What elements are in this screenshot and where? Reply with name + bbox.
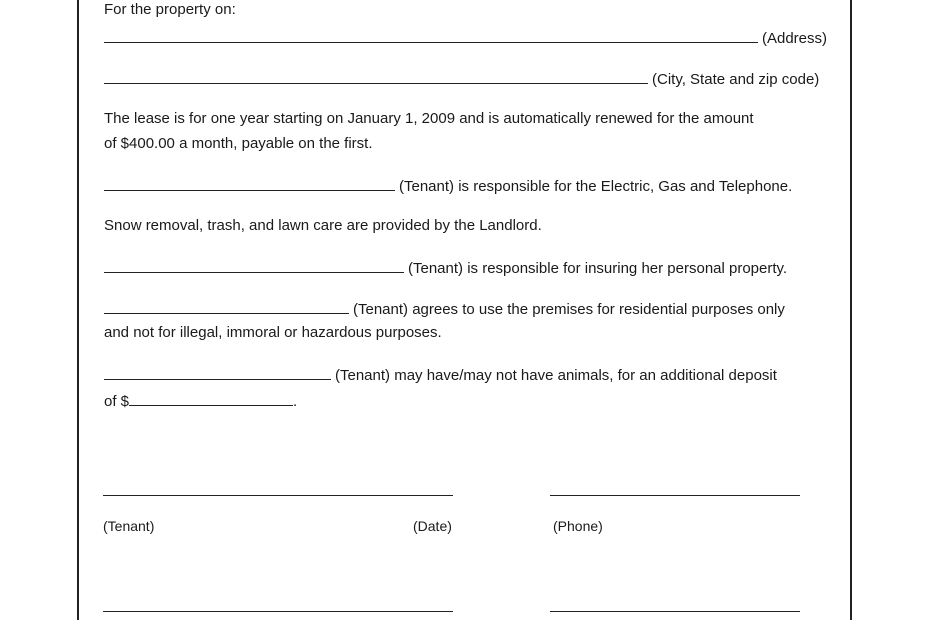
animals-tenant-blank[interactable] <box>104 365 331 380</box>
city-label: (City, State and zip code) <box>652 71 820 88</box>
city-line <box>104 69 819 89</box>
intro-text: For the property on: <box>104 1 236 18</box>
services-text: Snow removal, trash, and lawn care are provided by the Landlord. <box>104 217 542 234</box>
animals-text-1: (Tenant) may have/may not have animals, for an additional deposit <box>335 367 777 384</box>
date-label: (Date) <box>413 518 452 534</box>
utilities-text: (Tenant) is responsible for the Electric, Gas and Telephone. <box>399 178 793 195</box>
use-text-1: (Tenant) agrees to use the premises for residential purposes only <box>353 301 785 318</box>
utilities-line <box>104 176 792 196</box>
city-blank[interactable] <box>104 69 648 84</box>
insurance-line <box>104 258 787 278</box>
phone-line[interactable] <box>550 495 800 496</box>
lease-text-1: The lease is for one year starting on January 1, 2009 and is automatically renewed for the amount <box>104 110 754 127</box>
second-signature-line[interactable] <box>103 611 453 612</box>
deposit-amount-blank[interactable] <box>129 391 293 406</box>
address-blank[interactable] <box>104 28 758 43</box>
deposit-suffix: . <box>293 393 298 410</box>
address-line <box>104 28 827 48</box>
lease-text-2: of $400.00 a month, payable on the first. <box>104 135 373 152</box>
use-line <box>104 299 785 319</box>
tenant-label: (Tenant) <box>103 518 155 534</box>
insurance-text: (Tenant) is responsible for insuring her personal property. <box>408 260 788 277</box>
tenant-signature-line[interactable] <box>103 495 453 496</box>
use-tenant-blank[interactable] <box>104 299 349 314</box>
phone-label: (Phone) <box>553 518 603 534</box>
second-phone-line[interactable] <box>550 611 800 612</box>
insurance-tenant-blank[interactable] <box>104 258 404 273</box>
address-label: (Address) <box>762 30 828 47</box>
page-border-left <box>77 0 79 620</box>
use-text-2: and not for illegal, immoral or hazardous purposes. <box>104 324 442 341</box>
deposit-line <box>104 391 297 411</box>
animals-line <box>104 365 777 385</box>
page-border-right <box>850 0 852 620</box>
deposit-prefix: of $ <box>104 393 130 410</box>
utilities-tenant-blank[interactable] <box>104 176 395 191</box>
